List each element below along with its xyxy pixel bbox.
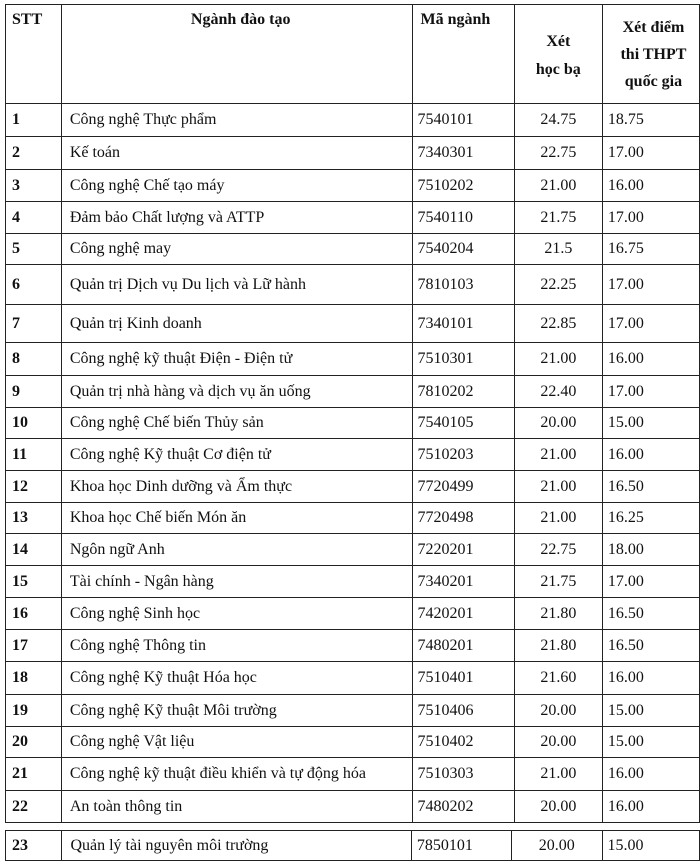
cell-major: Kế toán (61, 137, 412, 170)
cell-exam-score: 16.50 (602, 598, 699, 630)
cell-exam-score: 17.00 (602, 202, 699, 234)
cell-code: 7510406 (412, 695, 514, 727)
cell-stt: 16 (6, 598, 62, 630)
cell-major: Công nghệ may (61, 234, 412, 265)
cell-major: Công nghệ Thực phẩm (61, 104, 412, 137)
cell-code: 7510303 (412, 758, 514, 791)
table-row (6, 727, 700, 758)
cell-transcript-score: 22.75 (514, 137, 602, 170)
cell-transcript-score: 21.00 (514, 471, 602, 503)
cell-transcript-score: 21.75 (514, 202, 602, 234)
admission-score-table (5, 4, 700, 823)
cell-code: 7510301 (412, 343, 514, 376)
cell-code: 7220201 (412, 534, 514, 566)
cell-exam-score: 16.00 (602, 662, 699, 695)
cell-stt: 23 (6, 831, 62, 861)
cell-exam-score: 16.25 (602, 503, 699, 534)
cell-stt: 21 (6, 758, 62, 791)
cell-code: 7340301 (412, 137, 514, 170)
cell-exam-score: 16.50 (602, 630, 699, 662)
cell-transcript-score: 21.00 (514, 170, 602, 202)
table-row (6, 471, 700, 503)
cell-major: Khoa học Dinh dưỡng và Ẩm thực (61, 471, 412, 503)
table-row (6, 662, 700, 695)
cell-code: 7810202 (412, 376, 514, 408)
cell-stt: 17 (6, 630, 62, 662)
table-row (6, 534, 700, 566)
cell-transcript-score: 21.00 (514, 343, 602, 376)
cell-code: 7510401 (412, 662, 514, 695)
continued-table (5, 830, 700, 861)
table-row (6, 234, 700, 265)
cell-stt: 2 (6, 137, 62, 170)
cell-code: 7340101 (412, 305, 514, 343)
cell-stt: 7 (6, 305, 62, 343)
cell-transcript-score: 21.80 (514, 598, 602, 630)
table-row (6, 408, 700, 439)
cell-transcript-score: 24.75 (514, 104, 602, 137)
table-row (6, 503, 700, 534)
cell-transcript-score: 22.40 (514, 376, 602, 408)
header-transcript-line2: học bạ (535, 61, 581, 78)
cell-major: Công nghệ Kỹ thuật Cơ điện tử (61, 439, 412, 471)
cell-stt: 9 (6, 376, 62, 408)
header-exam-line3: quốc gia (624, 72, 683, 90)
cell-major: Công nghệ Chế biến Thủy sản (61, 408, 412, 439)
header-transcript-score (514, 5, 602, 104)
table-row (6, 695, 700, 727)
cell-exam-score: 16.00 (602, 343, 699, 376)
cell-major: Công nghệ Kỹ thuật Hóa học (61, 662, 412, 695)
table-row (6, 831, 700, 861)
cell-major: Công nghệ kỹ thuật điều khiển và tự động hóa (61, 758, 412, 791)
cell-major: Quản trị nhà hàng và dịch vụ ăn uống (61, 376, 412, 408)
cell-transcript-score: 21.00 (514, 758, 602, 791)
cell-code: 7540110 (412, 202, 514, 234)
cell-exam-score: 16.00 (602, 439, 699, 471)
cell-code: 7540105 (412, 408, 514, 439)
cell-code: 7480201 (412, 630, 514, 662)
table-body (6, 104, 700, 823)
cell-transcript-score: 20.00 (514, 727, 602, 758)
cell-stt: 1 (6, 104, 62, 137)
cell-transcript-score: 20.00 (514, 408, 602, 439)
table-row (6, 343, 700, 376)
cell-exam-score: 16.75 (602, 234, 699, 265)
cell-stt: 11 (6, 439, 62, 471)
table-row (6, 598, 700, 630)
cell-major: Khoa học Chế biến Món ăn (61, 503, 412, 534)
cell-exam-score: 18.75 (602, 104, 699, 137)
header-row (6, 5, 700, 104)
header-stt: STT (6, 5, 62, 104)
cell-major: Công nghệ Kỹ thuật Môi trường (61, 695, 412, 727)
cell-code: 7720498 (412, 503, 514, 534)
cell-major: Quản trị Dịch vụ Du lịch và Lữ hành (61, 265, 412, 305)
cell-major: Tài chính - Ngân hàng (61, 566, 412, 598)
cell-transcript-score: 22.25 (514, 265, 602, 305)
cell-exam-score: 15.00 (602, 695, 699, 727)
table-row (6, 265, 700, 305)
cell-exam-score: 17.00 (602, 265, 699, 305)
table-row (6, 758, 700, 791)
cell-exam-score: 17.00 (602, 137, 699, 170)
cell-exam-score: 16.00 (602, 758, 699, 791)
cell-transcript-score: 21.5 (514, 234, 602, 265)
cell-major: Đảm bảo Chất lượng và ATTP (61, 202, 412, 234)
cell-major: Công nghệ Sinh học (61, 598, 412, 630)
cell-code: 7510402 (412, 727, 514, 758)
cell-major: Công nghệ kỹ thuật Điện - Điện tử (61, 343, 412, 376)
cell-major: Quản lý tài nguyên môi trường (62, 831, 411, 861)
cell-transcript-score: 21.75 (514, 566, 602, 598)
cell-code: 7720499 (412, 471, 514, 503)
cell-major: Công nghệ Chế tạo máy (61, 170, 412, 202)
cell-exam-score: 18.00 (602, 534, 699, 566)
cell-exam-score: 16.00 (602, 791, 699, 823)
cell-exam-score: 15.00 (602, 831, 699, 861)
cell-stt: 3 (6, 170, 62, 202)
cell-major: An toàn thông tin (61, 791, 412, 823)
cell-exam-score: 16.50 (602, 471, 699, 503)
header-transcript-line1: Xét (546, 33, 571, 50)
cell-stt: 6 (6, 265, 62, 305)
cell-stt: 4 (6, 202, 62, 234)
cell-exam-score: 17.00 (602, 376, 699, 408)
cell-stt: 15 (6, 566, 62, 598)
cell-stt: 18 (6, 662, 62, 695)
cell-major: Công nghệ Thông tin (61, 630, 412, 662)
cell-major: Ngôn ngữ Anh (61, 534, 412, 566)
cell-major: Quản trị Kinh doanh (61, 305, 412, 343)
cell-transcript-score: 21.00 (514, 439, 602, 471)
cell-transcript-score: 21.60 (514, 662, 602, 695)
table-row (6, 170, 700, 202)
cell-stt: 5 (6, 234, 62, 265)
cell-exam-score: 17.00 (602, 305, 699, 343)
cell-exam-score: 15.00 (602, 727, 699, 758)
cell-code: 7510203 (412, 439, 514, 471)
cell-code: 7540101 (412, 104, 514, 137)
table-row (6, 566, 700, 598)
cell-stt: 19 (6, 695, 62, 727)
cell-stt: 12 (6, 471, 62, 503)
table-row (6, 439, 700, 471)
cell-transcript-score: 21.80 (514, 630, 602, 662)
cell-transcript-score: 22.85 (514, 305, 602, 343)
cell-stt: 10 (6, 408, 62, 439)
table-row (6, 630, 700, 662)
cell-transcript-score: 20.00 (514, 695, 602, 727)
cell-stt: 20 (6, 727, 62, 758)
table-row (6, 376, 700, 408)
cell-code: 7850101 (411, 831, 511, 861)
cell-stt: 13 (6, 503, 62, 534)
table-row (6, 202, 700, 234)
cell-transcript-score: 22.75 (514, 534, 602, 566)
table-row (6, 791, 700, 823)
header-exam-score (602, 5, 699, 104)
cell-code: 7480202 (412, 791, 514, 823)
cell-stt: 22 (6, 791, 62, 823)
cell-code: 7510202 (412, 170, 514, 202)
cell-transcript-score: 21.00 (514, 503, 602, 534)
cell-stt: 14 (6, 534, 62, 566)
table-row (6, 305, 700, 343)
header-code: Mã ngành (412, 5, 514, 104)
table-row (6, 104, 700, 137)
header-major: Ngành đào tạo (61, 5, 412, 104)
cell-transcript-score: 20.00 (514, 791, 602, 823)
cell-major: Công nghệ Vật liệu (61, 727, 412, 758)
cell-exam-score: 16.00 (602, 170, 699, 202)
cell-code: 7420201 (412, 598, 514, 630)
cell-exam-score: 17.00 (602, 566, 699, 598)
cell-stt: 8 (6, 343, 62, 376)
cell-code: 7810103 (412, 265, 514, 305)
cell-code: 7540204 (412, 234, 514, 265)
header-exam-line2: thi THPT (620, 45, 687, 63)
table-row (6, 137, 700, 170)
cell-transcript-score: 20.00 (512, 831, 603, 861)
cell-exam-score: 15.00 (602, 408, 699, 439)
cell-code: 7340201 (412, 566, 514, 598)
header-exam-line1: Xét điểm (622, 18, 685, 36)
